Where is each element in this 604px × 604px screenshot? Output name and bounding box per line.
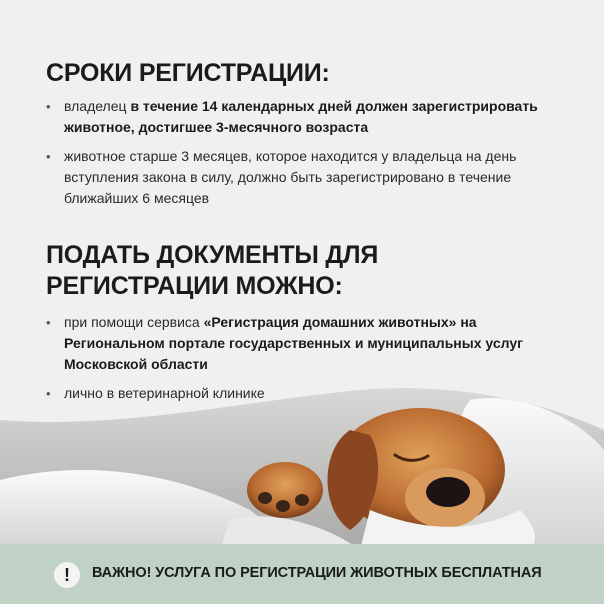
item-bold-text: «Регистрация домашних животных» на Региональном портале государственных и муниципальных услуг Московской области <box>64 314 523 372</box>
item-bold-text: в течение 14 календарных дней должен зарегистрировать животное, достигшее 3-месячного возраста <box>64 98 538 135</box>
item-text: при помощи сервиса <box>64 314 204 330</box>
deadlines-list <box>46 96 566 217</box>
item-text: животное старше 3 месяцев, которое находится у владельца на день вступления закона в силу, должно быть зарегистрировано в течение ближайших 6 месяцев <box>64 148 517 206</box>
section-title-deadlines: СРОКИ РЕГИСТРАЦИИ: <box>46 59 330 87</box>
puppy-photo <box>0 360 604 550</box>
item-text: владелец <box>64 98 131 114</box>
list-item <box>46 96 566 138</box>
item-text: лично в ветеринарной клинике <box>64 385 265 401</box>
section-title-submit: ПОДАТЬ ДОКУМЕНТЫ ДЛЯ РЕГИСТРАЦИИ МОЖНО: <box>46 241 379 300</box>
exclamation-icon: ! <box>54 562 80 588</box>
list-item <box>46 146 566 209</box>
footer-note: ВАЖНО! УСЛУГА ПО РЕГИСТРАЦИИ ЖИВОТНЫХ БЕСПЛАТНАЯ <box>92 565 542 581</box>
